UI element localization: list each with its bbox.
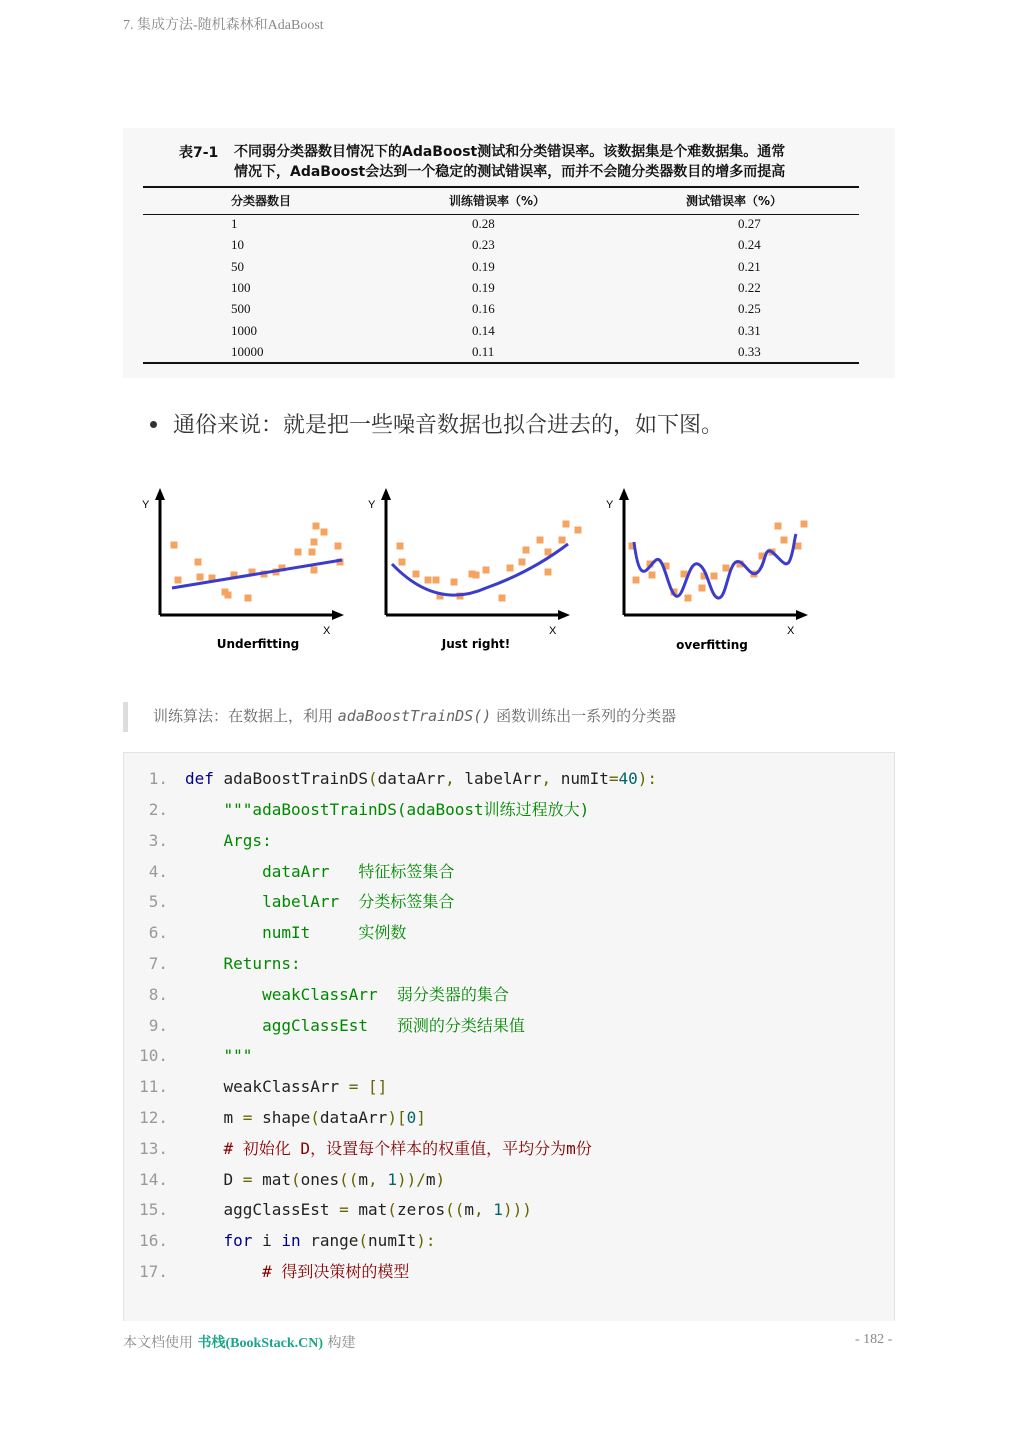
table-caption-label: 表7-1: [179, 145, 219, 161]
data-point: [171, 542, 178, 549]
code-text: def adaBoostTrainDS(dataArr, labelArr, numIt=40):: [185, 769, 658, 788]
code-line: [124, 1167, 446, 1193]
code-text: Args:: [223, 831, 272, 850]
bullet-text: 通俗来说：就是把一些噪音数据也拟合进去的，如下图。: [173, 413, 724, 438]
table-top-rule: [143, 186, 859, 188]
table-cell: 0.25: [738, 301, 761, 317]
code-line: [124, 982, 509, 1008]
data-point: [685, 595, 692, 602]
plot-just-right: [368, 488, 582, 651]
line-number: 17.: [139, 1262, 168, 1281]
y-axis-arrow: [381, 488, 391, 500]
code-text: dataArr 特征标签集合: [262, 862, 455, 881]
x-axis-arrow: [796, 610, 808, 620]
data-points: [171, 523, 344, 602]
y-axis-label: Y: [606, 499, 614, 511]
data-point: [195, 559, 202, 566]
code-line: [124, 1105, 426, 1131]
code-text: # 初始化 D，设置每个样本的权重值，平均分为m份: [223, 1139, 592, 1158]
y-axis-arrow: [155, 488, 165, 500]
data-point: [723, 565, 730, 572]
data-point: [399, 559, 406, 566]
data-point: [711, 573, 718, 580]
data-point: [335, 543, 342, 550]
data-point: [397, 543, 404, 550]
data-point: [309, 549, 316, 556]
table-cell: 1: [231, 216, 238, 231]
table-cell: 0.16: [472, 301, 495, 317]
quote-suffix: 函数训练出一系列的分类器: [491, 707, 677, 725]
data-point: [451, 579, 458, 586]
code-text: weakClassArr = []: [185, 1077, 388, 1096]
data-point: [575, 527, 582, 534]
table-cell: 0.27: [738, 216, 761, 231]
code-line: [124, 1074, 388, 1100]
code-text: # 得到决策树的模型: [262, 1262, 410, 1281]
data-point: [559, 537, 566, 544]
code-text: aggClassEst 预测的分类结果值: [262, 1016, 525, 1035]
line-number: 7.: [148, 954, 168, 973]
table-cell: 0.21: [738, 258, 761, 274]
table-header-cell: 训练错误率（%）: [449, 194, 546, 208]
footer-prefix: 本文档使用: [123, 1335, 198, 1351]
data-point: [433, 577, 440, 584]
data-point: [321, 529, 328, 536]
code-line: [124, 951, 301, 977]
table-cell: 1000: [231, 322, 257, 338]
y-axis-arrow: [619, 488, 629, 500]
line-number: 11.: [139, 1077, 168, 1096]
table-cell: 0.11: [472, 343, 495, 359]
table-cell: 0.19: [472, 279, 495, 295]
code-text: """: [223, 1046, 253, 1065]
data-point: [545, 549, 552, 556]
plot-overfitting: [606, 488, 808, 652]
table-cell: 50: [231, 258, 244, 274]
footer-suffix: 构建: [323, 1335, 356, 1351]
y-axis-label: Y: [368, 499, 376, 511]
data-point: [473, 572, 480, 579]
line-number: 9.: [148, 1016, 168, 1035]
blockquote: [123, 702, 676, 732]
data-point: [313, 523, 320, 530]
quote-prefix: 训练算法：在数据上，利用: [153, 707, 338, 725]
code-line: [124, 920, 407, 946]
line-number: 10.: [139, 1046, 168, 1065]
data-point: [523, 547, 530, 554]
data-point: [563, 521, 570, 528]
table-caption: [234, 142, 834, 182]
code-line: [124, 889, 455, 915]
code-text: D = mat(ones((m, 1))/m): [185, 1170, 446, 1189]
data-point: [633, 577, 640, 584]
data-point: [175, 577, 182, 584]
plot-label-overfitting: overfitting: [676, 638, 748, 652]
line-number: 3.: [148, 831, 168, 850]
quote-function-name: adaBoostTrainDS(): [337, 707, 492, 725]
table-cell: 0.24: [738, 237, 761, 253]
code-line: [124, 1136, 592, 1162]
table-figure: [123, 128, 895, 378]
data-point: [413, 571, 420, 578]
footer-credit: [123, 1332, 356, 1352]
line-number: 1.: [148, 769, 168, 788]
x-axis-arrow: [558, 610, 570, 620]
code-line: [124, 1043, 253, 1069]
table-cell: 0.14: [472, 322, 495, 338]
table-caption-line1: 不同弱分类器数目情况下的AdaBoost测试和分类错误率。该数据集是个难数据集。通常: [234, 144, 786, 160]
code-line: [124, 797, 590, 823]
data-point: [425, 577, 432, 584]
code-line: [124, 1228, 436, 1254]
plot-label-just-right: Just right!: [441, 637, 511, 651]
code-text: labelArr 分类标签集合: [262, 892, 455, 911]
table-cell: 0.22: [738, 279, 761, 295]
y-axis-label: Y: [142, 499, 150, 511]
data-point: [483, 567, 490, 574]
code-line: [124, 1259, 410, 1285]
code-text: m = shape(dataArr)[0]: [185, 1108, 426, 1127]
code-line: [124, 1197, 532, 1223]
x-axis-label: X: [787, 625, 795, 637]
table-cell: 10000: [231, 343, 264, 359]
table-cell: 0.23: [472, 237, 495, 253]
line-number: 15.: [139, 1200, 168, 1219]
data-point: [545, 569, 552, 576]
code-line: [124, 766, 658, 792]
table-bottom-rule: [143, 362, 859, 364]
code-text: numIt 实例数: [262, 923, 407, 942]
line-number: 5.: [148, 892, 168, 911]
footer-brand-link[interactable]: 书栈(BookStack.CN): [197, 1336, 324, 1351]
data-point: [781, 537, 788, 544]
code-line: [124, 828, 272, 854]
data-point: [699, 585, 706, 592]
code-block[interactable]: [123, 752, 895, 1321]
page-header-title: 7. 集成方法-随机森林和AdaBoost: [123, 18, 324, 33]
line-number: 6.: [148, 923, 168, 942]
line-number: 13.: [139, 1139, 168, 1158]
data-point: [537, 537, 544, 544]
table-cell: 500: [231, 301, 251, 317]
data-point: [245, 595, 252, 602]
plot-label-underfitting: Underfitting: [216, 637, 300, 651]
table-header-cell: 测试错误率（%）: [686, 194, 783, 208]
code-text: for i in range(numIt):: [223, 1231, 436, 1250]
code-text: aggClassEst = mat(zeros((m, 1))): [185, 1200, 532, 1219]
x-axis-label: X: [323, 625, 331, 637]
plot-underfitting: [142, 488, 344, 651]
x-axis-label: X: [549, 625, 557, 637]
line-number: 14.: [139, 1170, 168, 1189]
table-cell: 10: [231, 237, 244, 253]
fit-curve: [634, 534, 796, 598]
table-header-rule: [143, 214, 859, 215]
line-number: 12.: [139, 1108, 168, 1127]
data-point: [649, 572, 656, 579]
code-line: [124, 1013, 525, 1039]
bullet-dot: [150, 421, 157, 428]
fitting-plots: [130, 480, 830, 660]
data-point: [295, 549, 302, 556]
page-number: - 182 -: [855, 1332, 893, 1347]
line-number: 4.: [148, 862, 168, 881]
table-caption-line2: 情况下，AdaBoost会达到一个稳定的测试错误率，而并不会随分类器数目的增多而提高: [234, 164, 786, 180]
data-point: [801, 521, 808, 528]
data-point: [519, 559, 526, 566]
code-text: """adaBoostTrainDS(adaBoost训练过程放大): [223, 800, 590, 819]
line-number: 2.: [148, 800, 168, 819]
table-cell: 100: [231, 279, 251, 295]
x-axis-arrow: [332, 610, 344, 620]
table-cell: 0.19: [472, 258, 495, 274]
line-number: 8.: [148, 985, 168, 1004]
table-cell: 0.33: [738, 343, 761, 359]
code-text: weakClassArr 弱分类器的集合: [262, 985, 509, 1004]
data-point: [499, 595, 506, 602]
data-point: [225, 592, 232, 599]
data-point: [311, 539, 318, 546]
line-number: 16.: [139, 1231, 168, 1250]
table-header-cell: 分类器数目: [231, 194, 292, 208]
table-cell: 0.31: [738, 322, 761, 338]
code-text: Returns:: [223, 954, 301, 973]
data-point: [197, 574, 204, 581]
data-point: [775, 523, 782, 530]
data-point: [311, 567, 318, 574]
code-line: [124, 859, 455, 885]
table-cell: 0.28: [472, 216, 495, 231]
data-point: [507, 565, 514, 572]
fit-curve: [392, 544, 568, 595]
